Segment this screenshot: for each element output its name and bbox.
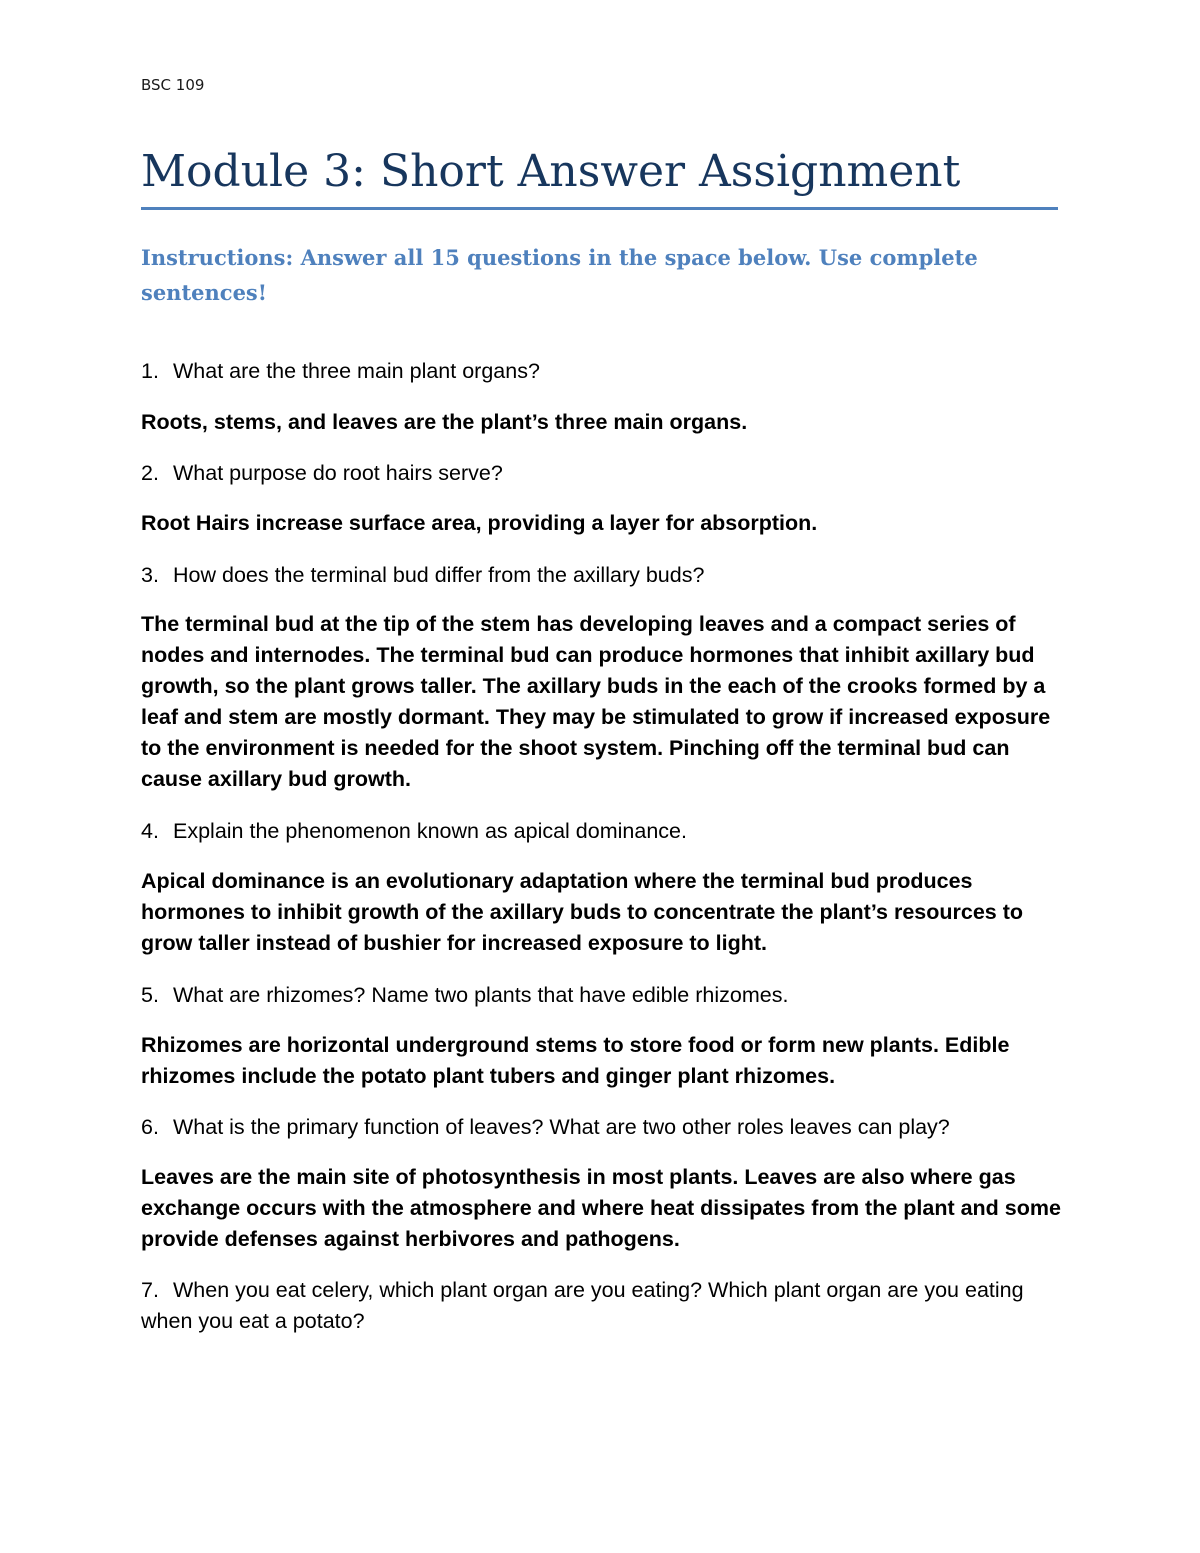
question-text: What is the primary function of leaves? What are two other roles leaves can play? bbox=[173, 1115, 950, 1139]
answer-1: Roots, stems, and leaves are the plant’s three main organs. bbox=[141, 410, 748, 434]
title-underline bbox=[141, 207, 1058, 210]
page-title: Module 3: Short Answer Assignment bbox=[141, 146, 961, 197]
course-header: BSC 109 bbox=[141, 76, 205, 94]
question-text: What are the three main plant organs? bbox=[173, 359, 540, 383]
answer-4: Apical dominance is an evolutionary adaptation where the terminal bud produces hormones to inhibit growth of the axillary buds to concentrate the plant’s resources to grow taller instead of bushier for increased exposure to light. bbox=[141, 869, 1024, 955]
question-1 bbox=[141, 356, 1061, 387]
answer-2: Root Hairs increase surface area, providing a layer for absorption. bbox=[141, 511, 818, 535]
answer-6: Leaves are the main site of photosynthesis in most plants. Leaves are also where gas exchange occurs with the atmosphere and where heat dissipates from the plant and some provide defenses against herbivores and pathogens. bbox=[141, 1165, 1061, 1251]
instructions-text: Instructions: Answer all 15 questions in the space below. Use complete sentences! bbox=[141, 245, 978, 305]
question-text: When you eat celery, which plant organ are you eating? Which plant organ are you eating when you eat a potato? bbox=[141, 1278, 1024, 1333]
question-number: 5. bbox=[141, 983, 159, 1007]
question-2 bbox=[141, 458, 1061, 489]
question-4 bbox=[141, 816, 1061, 847]
question-text: How does the terminal bud differ from the axillary buds? bbox=[173, 563, 705, 587]
question-text: What are rhizomes? Name two plants that have edible rhizomes. bbox=[173, 983, 789, 1007]
question-3 bbox=[141, 560, 1061, 591]
question-number: 2. bbox=[141, 461, 159, 485]
question-number: 3. bbox=[141, 563, 159, 587]
question-7 bbox=[141, 1275, 1061, 1337]
question-text: What purpose do root hairs serve? bbox=[173, 461, 503, 485]
question-number: 4. bbox=[141, 819, 159, 843]
question-number: 7. bbox=[141, 1278, 159, 1302]
question-number: 1. bbox=[141, 359, 159, 383]
question-number: 6. bbox=[141, 1115, 159, 1139]
question-5 bbox=[141, 980, 1061, 1011]
question-text: Explain the phenomenon known as apical dominance. bbox=[173, 819, 687, 843]
answer-5: Rhizomes are horizontal underground stems to store food or form new plants. Edible rhizomes include the potato plant tubers and ginger plant rhizomes. bbox=[141, 1033, 1010, 1088]
answer-3: The terminal bud at the tip of the stem has developing leaves and a compact series of nodes and internodes. The terminal bud can produce hormones that inhibit axillary bud growth, so the plant grows taller. The axillary buds in the each of the crooks formed by a leaf and stem are mostly dormant. They may be stimulated to grow if increased exposure to the environment is needed for the shoot system. Pinching off the terminal bud can cause axillary bud growth. bbox=[141, 612, 1051, 791]
question-6 bbox=[141, 1112, 1061, 1143]
